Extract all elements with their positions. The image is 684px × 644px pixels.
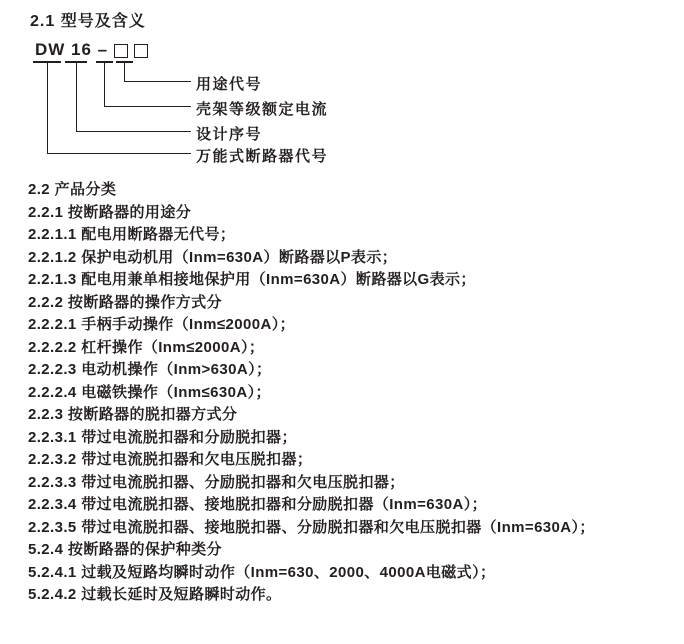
model-code-text: DW 16 – xyxy=(35,40,109,59)
callout-label-breaker-code: 万能式断路器代号 xyxy=(196,148,329,165)
classification-line: 5.2.4.1 过载及短路均瞬时动作（Inm=630、2000、4000A电磁式）； xyxy=(28,563,496,581)
classification-section xyxy=(28,179,680,607)
callout-connector-breaker-code xyxy=(47,62,191,154)
classification-line: 2.2.2.4 电磁铁操作（Inm≤630A）； xyxy=(28,383,271,401)
classification-line: 2.2.1.2 保护电动机用（Inm=630A）断路器以P表示； xyxy=(28,248,398,266)
classification-line: 2.2.3.1 带过电流脱扣器和分励脱扣器； xyxy=(28,428,297,446)
callout-label-frame-current: 壳架等级额定电流 xyxy=(196,101,329,118)
callout-label-design-serial: 设计序号 xyxy=(196,126,263,143)
classification-line: 2.2.2.3 电动机操作（Inm>630A）； xyxy=(28,361,272,378)
classification-line: 2.2.3.2 带过电流脱扣器和欠电压脱扣器； xyxy=(28,451,313,468)
model-placeholder-box-2 xyxy=(134,44,148,58)
classification-line: 5.2.4.2 过载长延时及短路瞬时动作。 xyxy=(28,586,282,603)
classification-line: 2.2 产品分类 xyxy=(28,181,117,198)
classification-line: 2.2.1.3 配电用兼单相接地保护用（Inm=630A）断路器以G表示； xyxy=(28,271,476,288)
classification-line: 2.2.1 按断路器的用途分 xyxy=(28,203,192,221)
classification-line: 2.2.3.3 带过电流脱扣器、分励脱扣器和欠电压脱扣器； xyxy=(28,473,405,491)
callout-label-usage: 用途代号 xyxy=(196,76,263,93)
classification-line: 2.2.3.5 带过电流脱扣器、接地脱扣器、分励脱扣器和欠电压脱扣器（Inm=630A）； xyxy=(28,518,595,536)
classification-line: 2.2.2.2 杠杆操作（Inm≤2000A）； xyxy=(28,338,265,356)
classification-line: 2.2.2 按断路器的操作方式分 xyxy=(28,293,222,311)
classification-line: 2.2.1.1 配电用断路器无代号； xyxy=(28,226,236,243)
section-heading-model: 2.1 型号及含义 xyxy=(30,13,146,30)
classification-line: 2.2.3 按断路器的脱扣器方式分 xyxy=(28,406,238,423)
classification-line: 2.2.2.1 手柄手动操作（Inm≤2000A）； xyxy=(28,316,296,333)
classification-line: 5.2.4 按断路器的保护种类分 xyxy=(28,541,222,558)
classification-line: 2.2.3.4 带过电流脱扣器、接地脱扣器和分励脱扣器（Inm=630A）； xyxy=(28,496,488,513)
model-code-row xyxy=(35,40,148,60)
model-placeholder-box-1 xyxy=(114,44,128,58)
